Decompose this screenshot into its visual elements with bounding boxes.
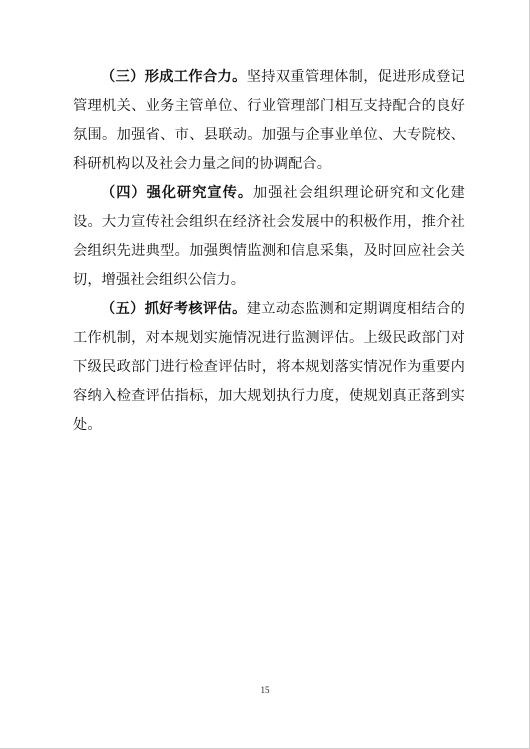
paragraph-research-publicity — [73, 179, 465, 295]
paragraph-text: 加强社会组织理论研究和文化建设。大力宣传社会组织在经济社会发展中的积极作用，推介社会组织先进典型。加强舆情监测和信息采集，及时回应社会关切，增强社会组织公信力。 — [73, 185, 465, 288]
paragraph-text: 建立动态监测和定期调度相结合的工作机制，对本规划实施情况进行监测评估。上级民政部门对下级民政部门进行检查评估时，将本规划落实情况作为重要内容纳入检查评估指标，加大规划执行力度，使规划真正落到实处。 — [73, 301, 465, 433]
paragraph-form-synergy — [73, 63, 465, 179]
paragraph-heading: （五）抓好考核评估。 — [101, 301, 247, 317]
paragraph-assessment — [73, 295, 465, 440]
paragraph-heading: （四）强化研究宣传。 — [101, 185, 254, 201]
paragraph-heading: （三）形成工作合力。 — [101, 69, 247, 85]
page-number: 15 — [260, 685, 270, 695]
paragraph-text: 坚持双重管理体制，促进形成登记管理机关、业务主管单位、行业管理部门相互支持配合的良好氛围。加强省、市、县联动。加强与企事业单位、大专院校、科研机构以及社会力量之间的协调配合。 — [73, 69, 465, 172]
page-body — [73, 63, 465, 440]
